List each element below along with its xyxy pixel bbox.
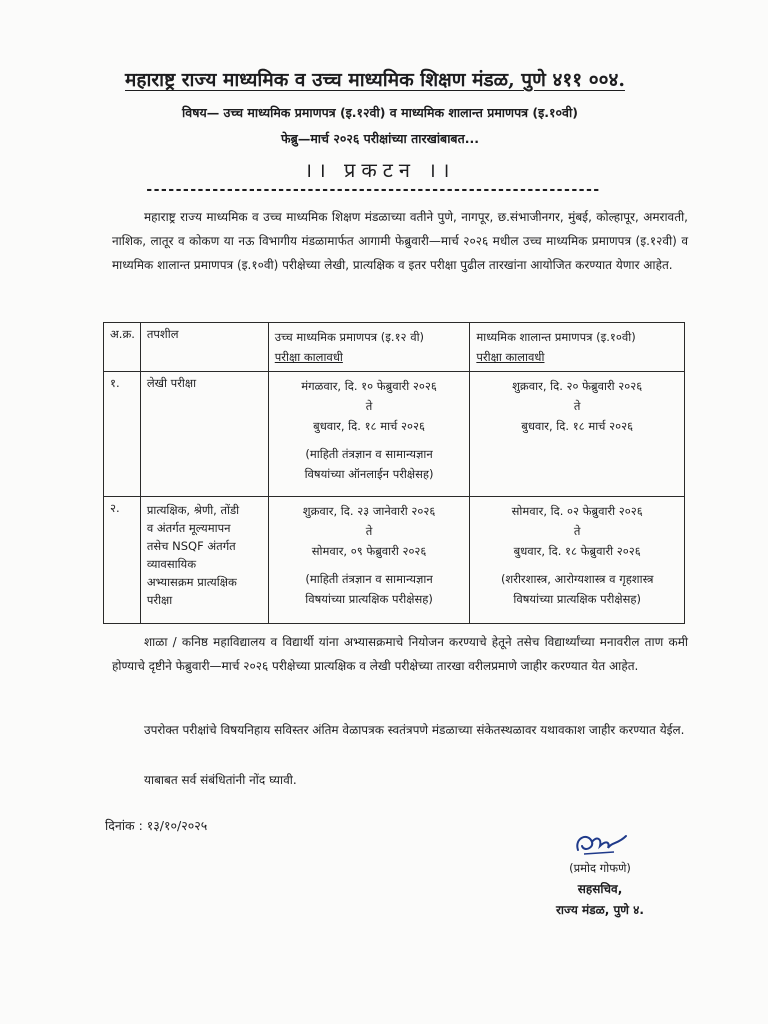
table-header-row [104,323,685,372]
board-title: महाराष्ट्र राज्य माध्यमिक व उच्च माध्यमिक शिक्षण मंडळ, पुणे ४११ ००४. [125,69,625,91]
signature-mark [570,828,630,860]
header-hsc-period: परीक्षा कालावधी [274,350,343,364]
table-row [104,497,685,624]
header-ssc [470,323,685,372]
schedule-table [103,322,685,624]
hsc-to: ते [365,524,373,538]
ssc-start-date: शुक्रवार, दि. २० फेब्रुवारी २०२६ [512,379,643,393]
signature-block [530,858,670,921]
ssc-end-date: बुधवार, दि. १८ मार्च २०२६ [521,419,634,433]
note-paragraph: याबाबत सर्व संबंधितांनी नोंद घ्यावी. [144,773,297,787]
header-serial: अ.क्र. [104,323,141,372]
dashed-divider: -------------------------------------------------------------- [145,182,600,198]
row-hsc-period [268,372,470,497]
signatory-designation: सहसचिव, [577,882,623,896]
hsc-end-date: बुधवार, दि. १८ मार्च २०२६ [313,419,425,433]
hsc-start-date: मंगळवार, दि. १० फेब्रुवारी २०२६ [301,379,437,393]
header-ssc-period: परीक्षा कालावधी [476,350,545,364]
detail-line: व अंतर्गत मूल्यमापन [146,521,231,535]
planning-paragraph: शाळा / कनिष्ठ महाविद्यालय व विद्यार्थी यांना अभ्यासक्रमाचे नियोजन करण्याचे हेतूने तसेच विद्यार्थ्यांच्या मनावरील ताण कमी होण्याचे दृष्टीने फेब्रुवारी—मार्च २०२६ परीक्षेच्या प्रात्यक्षिक व लेखी परीक्षेच्या तारखा वरीलप्रमाणे जाहीर करण्यात येत आहेत. [112,635,688,673]
timetable-paragraph: उपरोक्त परीक्षांचे विषयनिहाय सविस्तर अंतिम वेळापत्रक स्वतंत्रपणे मंडळाच्या संकेतस्थळावर यथावकाश जाहीर करण्यात येईल. [144,723,685,737]
row-detail [140,497,268,624]
row-serial: १. [104,372,141,497]
subject-line: विषय— उच्च माध्यमिक प्रमाणपत्र (इ.१२वी) व माध्यमिक शालान्त प्रमाणपत्र (इ.१०वी) [182,105,578,120]
hsc-end-date: सोमवार, ०९ फेब्रुवारी २०२६ [311,544,427,558]
ssc-start-date: सोमवार, दि. ०२ फेब्रुवारी २०२६ [511,504,643,518]
row-ssc-period [470,497,685,624]
signatory-name: (प्रमोद गोफणे) [569,861,631,875]
hsc-to: ते [365,399,373,413]
subject-line-2: फेब्रु—मार्च २०२६ परीक्षांच्या तारखांबाबत... [281,131,479,146]
issue-date: दिनांक : १३/१०/२०२५ [105,818,208,833]
table-row [104,372,685,497]
detail-line: तसेच NSQF अंतर्गत [146,539,236,553]
row-ssc-period [470,372,685,497]
header-details: तपशील [140,323,268,372]
hsc-start-date: शुक्रवार, दि. २३ जानेवारी २०२६ [302,504,436,518]
header-hsc-title: उच्च माध्यमिक प्रमाणपत्र (इ.१२ वी) [274,330,425,344]
header-ssc-title: माध्यमिक शालान्त प्रमाणपत्र (इ.१०वी) [476,330,636,344]
signatory-office: राज्य मंडळ, पुणे ४. [556,903,644,917]
detail-line: अभ्यासक्रम प्रात्यक्षिक [146,575,237,589]
hsc-note-line-1: (माहिती तंत्रज्ञान व सामान्यज्ञान [305,572,433,586]
row-detail: लेखी परीक्षा [140,372,268,497]
ssc-to: ते [573,524,581,538]
ssc-note-line-2: विषयांच्या प्रात्यक्षिक परीक्षेसह) [513,592,641,606]
header-hsc [268,323,470,372]
ssc-note-line-1: (शरीरशास्त्र, आरोग्यशास्त्र व गृहशास्त्र [500,572,654,586]
notice-heading: ।। प्रकटन ।। [304,158,456,182]
detail-line: परीक्षा [146,593,173,607]
hsc-note-line-1: (माहिती तंत्रज्ञान व सामान्यज्ञान [305,447,433,461]
row-serial: २. [104,497,141,624]
ssc-end-date: बुधवार, दि. १८ फेब्रुवारी २०२६ [513,544,641,558]
hsc-note-line-2: विषयांच्या प्रात्यक्षिक परीक्षेसह) [305,592,433,606]
detail-line: प्रात्यक्षिक, श्रेणी, तोंडी [146,503,240,517]
row-hsc-period [268,497,470,624]
hsc-note-line-2: विषयांच्या ऑनलाईन परीक्षेसह) [304,467,434,481]
ssc-to: ते [573,399,581,413]
intro-paragraph: महाराष्ट्र राज्य माध्यमिक व उच्च माध्यमिक शिक्षण मंडळाच्या वतीने पुणे, नागपूर, छ.संभाजीनगर, मुंबई, कोल्हापूर, अमरावती, नाशिक, लातूर व कोकण या नऊ विभागीय मंडळामार्फत आगामी फेब्रुवारी—मार्च २०२६ मधील उच्च माध्यमिक प्रमाणपत्र (इ.१२वी) व माध्यमिक शालान्त प्रमाणपत्र (इ.१०वी) परीक्षेच्या लेखी, प्रात्यक्षिक व इतर परीक्षा पुढील तारखांना आयोजित करण्यात येणार आहेत. [112,210,688,272]
detail-line: व्यावसायिक [146,557,197,571]
